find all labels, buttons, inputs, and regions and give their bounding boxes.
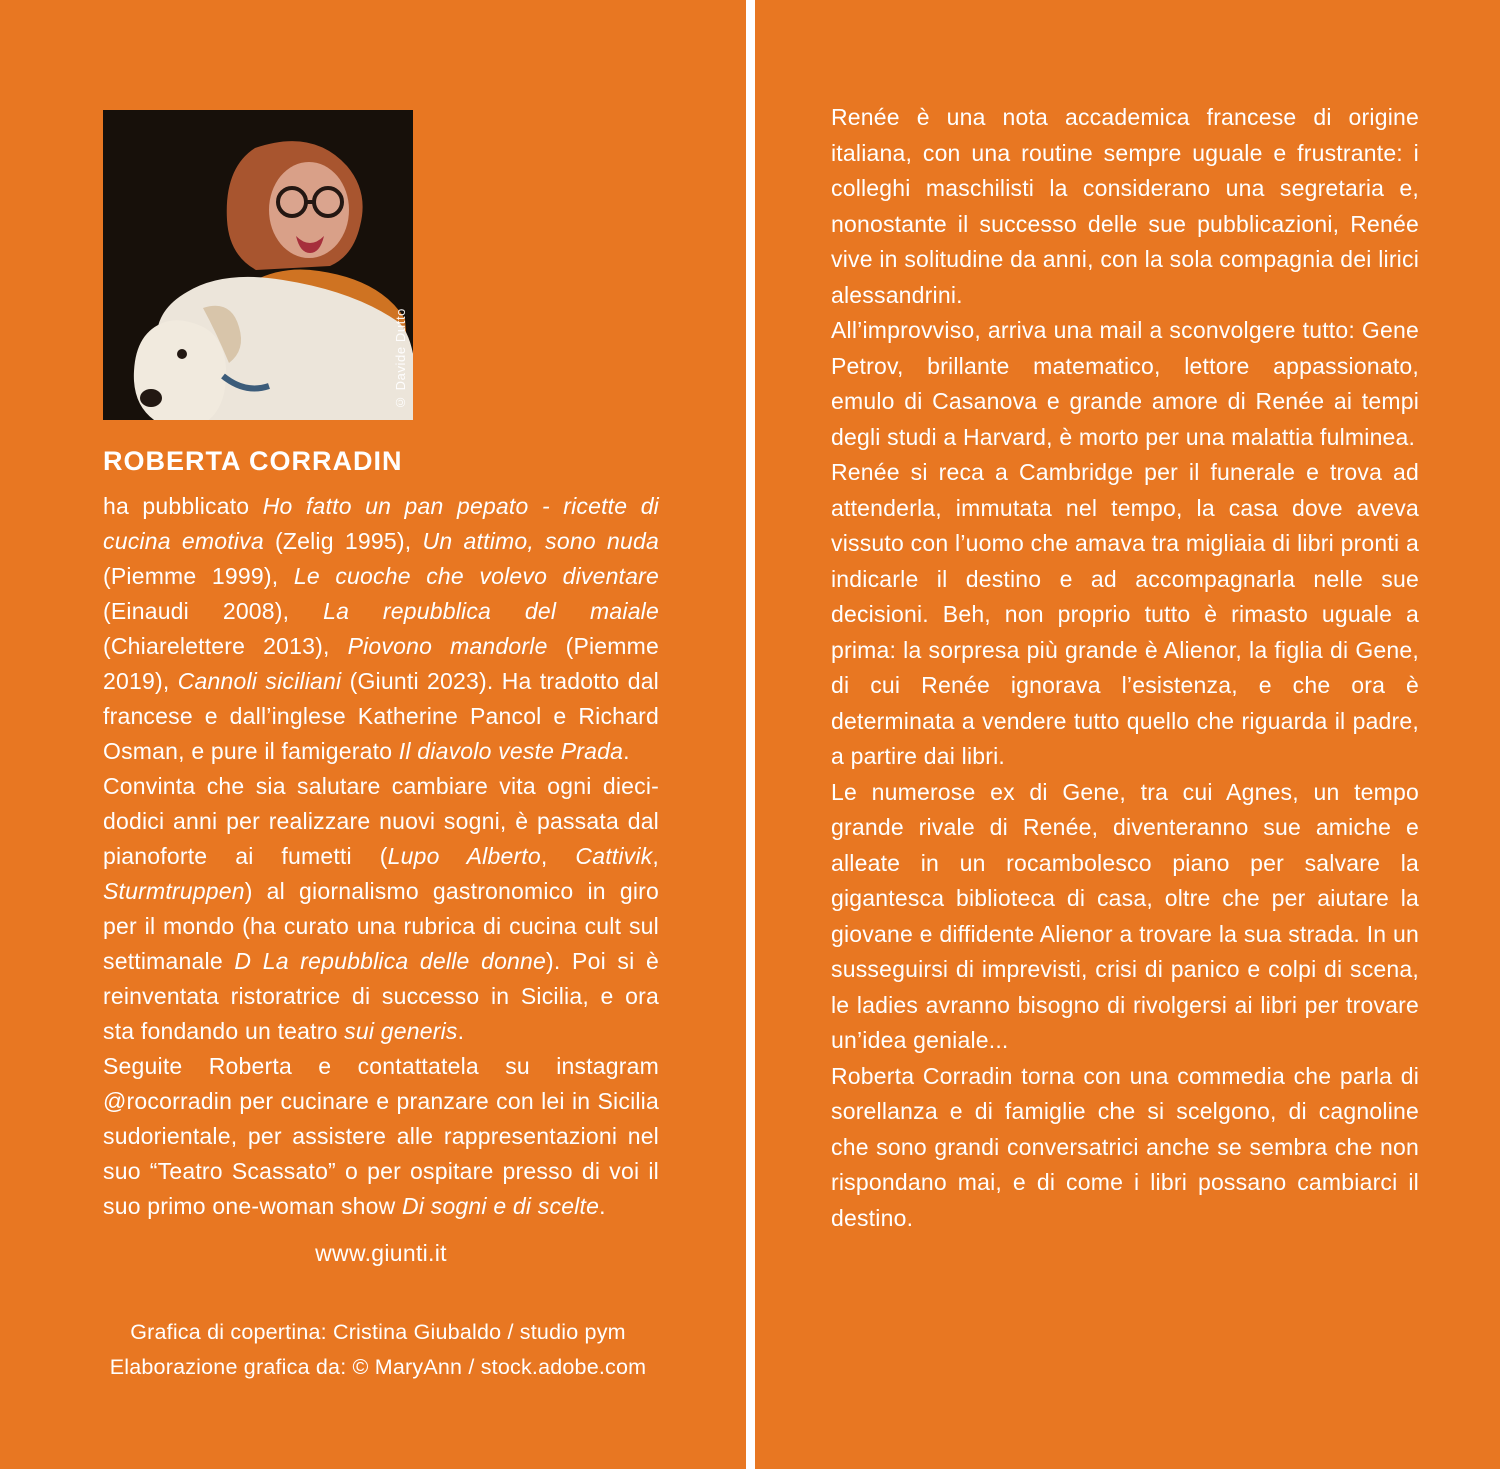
bio-text: (Chiarelettere 2013),: [103, 633, 348, 659]
book-synopsis: [831, 100, 1419, 1236]
author-photo: [103, 110, 413, 420]
synopsis-paragraph-3: Renée si reca a Cambridge per il funerale e trova ad attenderla, immutata nel tempo, la casa dove aveva vissuto con l’uomo che amava tra migliaia di libri pronti a indicarle il destino e ad accompagnarla nelle sue decisioni. Beh, non proprio tutto è rimasto uguale a prima: la sorpresa più grande è Alienor, la figlia di Gene, di cui Renée ignorava l’esistenza, e che ora è determinata a vendere tutto quello che riguarda il padre, a partire dai libri.: [831, 459, 1419, 769]
bio-text: .: [623, 738, 630, 764]
bio-text-italic: Piovono mandorle: [347, 633, 548, 659]
synopsis-paragraph-4: Le numerose ex di Gene, tra cui Agnes, un tempo grande rivale di Renée, diventeranno sue amiche e alleate in un rocambolesco piano per salvare la gigantesca biblioteca di casa, oltre che per aiutare la giovane e diffidente Alienor a trovare la sua strada. In un susseguirsi di imprevisti, crisi di panico e colpi di scena, le ladies avranno bisogno di rivolgersi ai libri per trovare un’idea geniale...: [831, 778, 1419, 1053]
bio-text: Seguite Roberta e contattatela su instagram @rocorradin per cucinare e pranzare con lei in Sicilia sudorientale, per assistere alle rappresentazioni nel suo “Teatro Scassato” o per ospitare presso di voi il suo primo one-woman show: [103, 1053, 659, 1219]
bio-text: ,: [652, 843, 659, 869]
bio-text: ). Poi si è reinventata ristoratrice di successo in Sicilia, e ora sta fondando un teatro: [103, 948, 659, 1044]
bio-text-italic: Di sogni e di scelte: [402, 1193, 600, 1219]
bio-text-italic: sui generis: [344, 1018, 458, 1044]
bio-text: Convinta che sia salutare cambiare vita ogni dieci-dodici anni per realizzare nuovi sogni, è passata dal pianoforte ai fumetti (: [103, 773, 659, 869]
author-name: ROBERTA CORRADIN: [103, 446, 403, 476]
synopsis-paragraph-1: Renée è una nota accademica francese di origine italiana, con una routine sempre uguale e frustrante: i colleghi maschilisti la considerano una segretaria e, nonostante il successo delle sue pubblicazioni, Renée vive in solitudine da anni, con la sola compagnia dei lirici alessandrini.: [831, 104, 1419, 308]
bio-text: (Einaudi 2008),: [103, 598, 324, 624]
credit-line-cover: Grafica di copertina: Cristina Giubaldo / studio pym: [130, 1320, 626, 1344]
bio-text-italic: Ho fatto un pan pepato - ricette di cucina emotiva: [103, 493, 659, 554]
photo-credit: © Davide Dutto: [393, 307, 408, 410]
credit-line-graphics: Elaborazione grafica da: © MaryAnn / stock.adobe.com: [109, 1355, 647, 1379]
bio-text-italic: Un attimo, sono nuda: [422, 528, 659, 554]
synopsis-paragraph-5: Roberta Corradin torna con una commedia che parla di sorellanza e di famiglie che si scelgono, di cagnoline che sono grandi conversatrici anche se sembra che non rispondano mai, e di come i libri possano cambiarci il destino.: [831, 1062, 1419, 1231]
bio-paragraph-3: [103, 1049, 659, 1224]
bio-text: .: [457, 1018, 465, 1044]
publisher-website: www.giunti.it: [315, 1240, 447, 1266]
bio-text: (Piemme 1999),: [103, 563, 294, 589]
bio-text-italic: Sturmtruppen: [103, 878, 245, 904]
bio-text-italic: D La repubblica delle donne: [234, 948, 547, 974]
bio-text-italic: Lupo Alberto: [387, 843, 541, 869]
bio-text: ha pubblicato: [103, 493, 263, 519]
bio-text: (Giunti 2023). Ha tradotto dal francese e dall’inglese Katherine Pancol e Richard Osman, e pure il famigerato: [103, 668, 659, 764]
author-bio: [103, 489, 659, 1224]
bio-text: ,: [540, 843, 576, 869]
bio-text-italic: Cattivik: [575, 843, 653, 869]
author-portrait-illustration: [103, 110, 413, 420]
bio-text-italic: La repubblica del maiale: [323, 598, 659, 624]
bio-text-italic: Il diavolo veste Prada: [398, 738, 624, 764]
bio-text: ) al giornalismo gastronomico in giro per il mondo (ha curato una rubrica di cucina cult sul settimanale: [103, 878, 659, 974]
bio-text: .: [599, 1193, 606, 1219]
dog-nose: [140, 389, 162, 407]
bio-paragraph-1: [103, 489, 659, 769]
synopsis-paragraph-2: All’improvviso, arriva una mail a sconvolgere tutto: Gene Petrov, brillante matematico, lettore appassionato, emulo di Casanova e grande amore di Renée ai tempi degli studi a Harvard, è morto per una malattia fulminea.: [831, 317, 1419, 450]
bio-text-italic: Le cuoche che volevo diventare: [293, 563, 659, 589]
bio-text: (Piemme 2019),: [103, 633, 659, 694]
design-credits: [54, 1315, 702, 1385]
flap-divider: [746, 0, 755, 1469]
bio-paragraph-2: [103, 769, 659, 1049]
bio-text-italic: Cannoli siciliani: [177, 668, 342, 694]
dog-eye: [177, 349, 187, 359]
bio-text: (Zelig 1995),: [263, 528, 423, 554]
